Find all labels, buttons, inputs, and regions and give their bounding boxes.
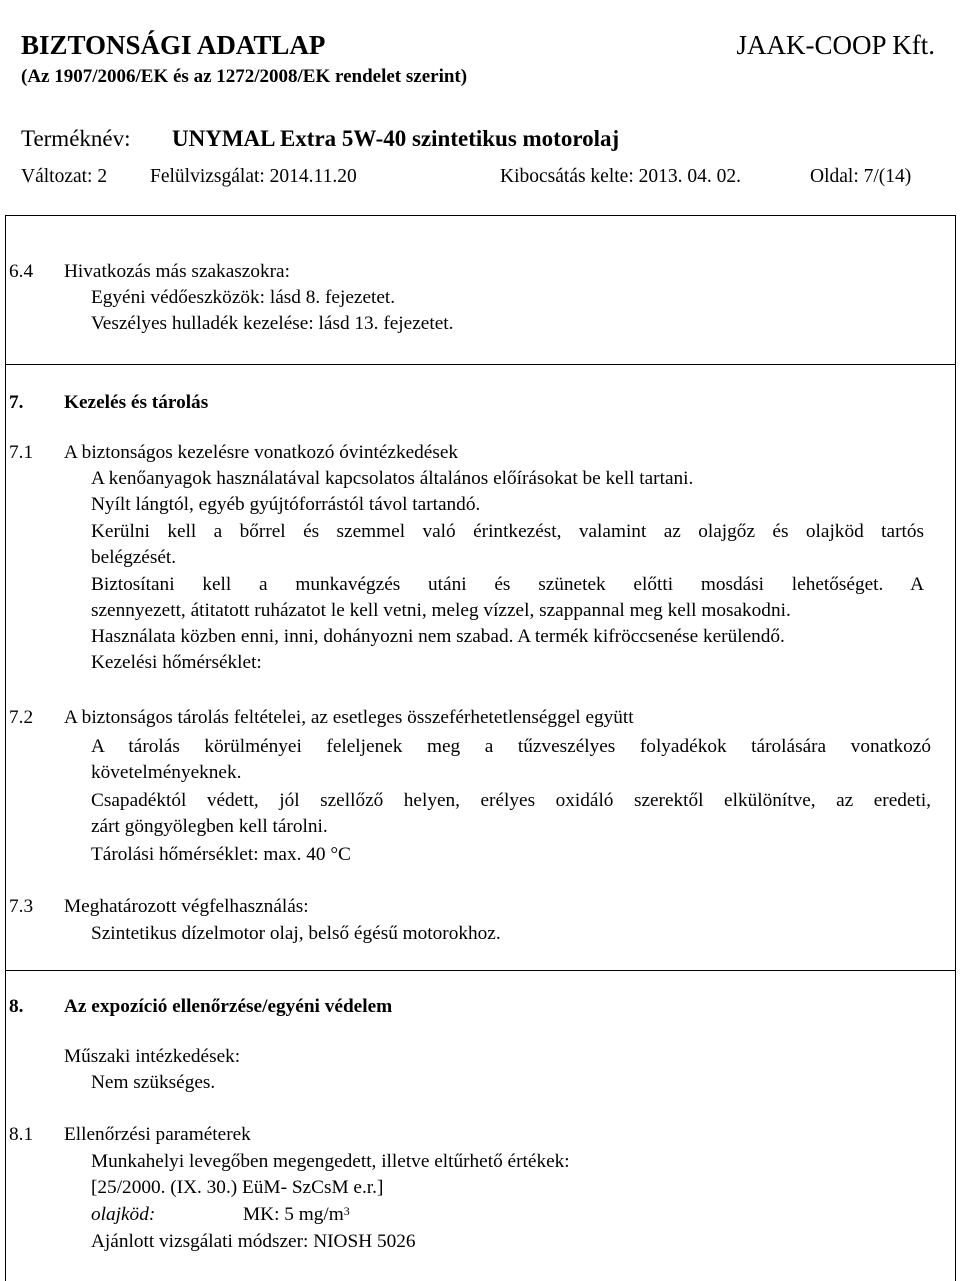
section-divider [5,364,955,365]
header-divider [5,215,955,216]
section-divider [5,970,955,971]
section-7-1-line: Biztosítani kell a munkavégzés utáni és szünetek előtti mosdási lehetőséget. A [91,574,924,595]
section-7-2-line: A tárolás körülményei feleljenek meg a tűzveszélyes folyadékok tárolására vonatkozó [91,736,931,757]
oil-mist-value [243,1202,350,1228]
section-7-1-line: Kezelési hőmérséklet: [91,652,262,673]
technical-measures-label: Műszaki intézkedések: [64,1046,241,1067]
document-title: BIZTONSÁGI ADATLAP [21,30,326,60]
section-8-1-heading: Ellenőrzési paraméterek [64,1124,251,1145]
regulation-note: (Az 1907/2006/EK és az 1272/2008/EK rendelet szerint) [21,66,468,87]
section-7-2-line: követelményeknek. [91,762,242,783]
section-7-3-heading: Meghatározott végfelhasználás: [64,896,309,917]
section-7-2-line: Tárolási hőmérséklet: max. 40 °C [91,844,351,865]
section-8-1-line: [25/2000. (IX. 30.) EüM- SzCsM e.r.] [91,1177,384,1198]
section-6-4-line: Veszélyes hulladék kezelése: lásd 13. fejezetet. [91,313,454,334]
section-8-1-number: 8.1 [9,1124,34,1145]
section-7-2-line: Csapadéktól védett, jól szellőző helyen, erélyes oxidáló szerektől elkülönítve, az eredeti, [91,790,931,811]
section-7-2-heading: A biztonságos tárolás feltételei, az esetleges összeférhetetlenséggel együtt [64,707,634,728]
right-border [955,215,956,1281]
section-8-1-line: Munkahelyi levegőben megengedett, illetve eltűrhető értékek: [91,1151,570,1172]
section-7-1-line: belégzését. [91,547,177,568]
oil-mist-label: olajköd: [91,1204,156,1225]
section-7-2-line: zárt göngyölegben kell tárolni. [91,816,328,837]
product-name: UNYMAL Extra 5W-40 szintetikus motorolaj [172,126,620,151]
section-8-number: 8. [9,996,24,1017]
revision-date: Felülvizsgálat: 2014.11.20 [150,166,357,187]
technical-measures-value: Nem szükséges. [91,1072,216,1093]
section-8-heading: Az expozíció ellenőrzése/egyéni védelem [64,996,393,1017]
section-7-1-number: 7.1 [9,442,34,463]
section-7-1-line: Nyílt lángtól, egyéb gyújtóforrástól távol tartandó. [91,494,481,515]
version: Változat: 2 [21,166,108,187]
section-7-1-heading: A biztonságos kezelésre vonatkozó óvintézkedések [64,442,459,463]
page-number: Oldal: 7/(14) [810,166,912,187]
section-7-number: 7. [9,392,24,413]
product-label: Terméknév: [21,126,131,151]
section-6-4-number: 6.4 [9,261,34,282]
section-7-2-number: 7.2 [9,707,34,728]
issue-date: Kibocsátás kelte: 2013. 04. 02. [500,166,741,187]
section-6-4-line: Egyéni védőeszközök: lásd 8. fejezetet. [91,287,396,308]
section-7-1-line: Használata közben enni, inni, dohányozni nem szabad. A termék kifröccsenése kerülendő. [91,626,785,647]
section-7-1-line: A kenőanyagok használatával kapcsolatos általános előírásokat be kell tartani. [91,468,694,489]
section-7-1-line: szennyezett, átitatott ruházatot le kell vetni, meleg vízzel, szappannal meg kell mosakodni. [91,600,791,621]
oil-mist-exponent: 3 [343,1204,350,1218]
company-name: JAAK-COOP Kft. [736,30,935,60]
section-6-4-heading: Hivatkozás más szakaszokra: [64,261,290,282]
oil-mist-limit: MK: 5 mg/m [243,1204,344,1225]
left-border [5,215,6,1281]
section-8-1-line: Ajánlott vizsgálati módszer: NIOSH 5026 [91,1231,416,1252]
section-7-heading: Kezelés és tárolás [64,392,209,413]
section-7-3-line: Szintetikus dízelmotor olaj, belső égésű motorokhoz. [91,923,501,944]
section-7-3-number: 7.3 [9,896,34,917]
section-7-1-line: Kerülni kell a bőrrel és szemmel való érintkezést, valamint az olajgőz és olajköd tartós [91,521,924,542]
